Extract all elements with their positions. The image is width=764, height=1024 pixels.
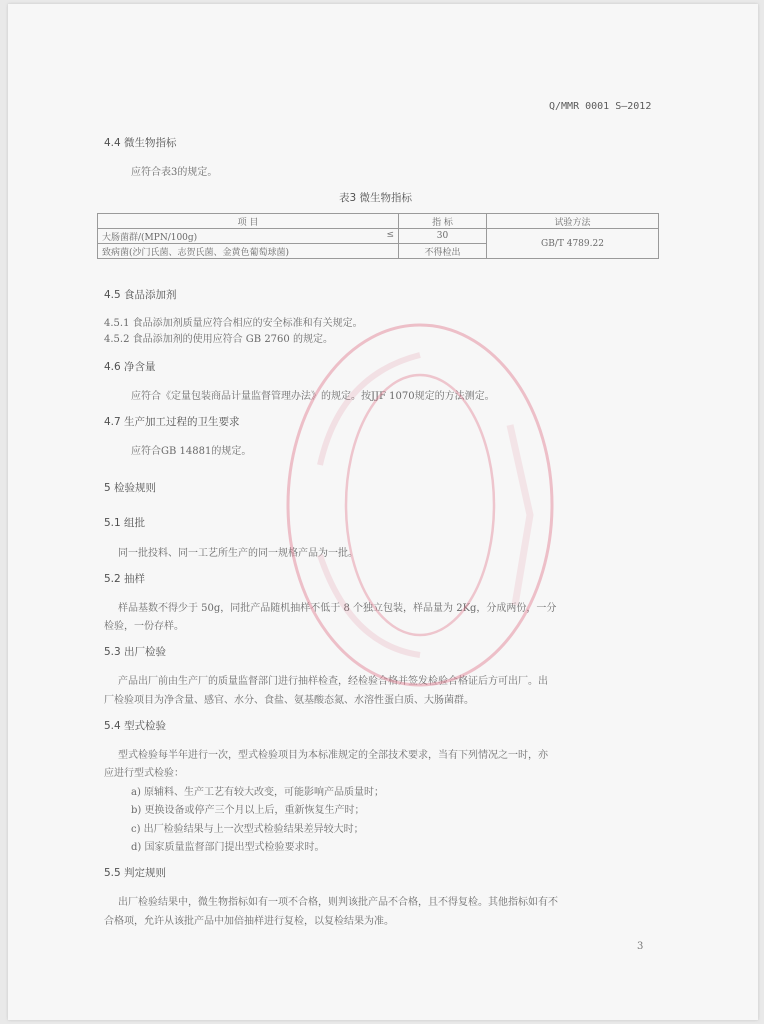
row1-value: 30 <box>399 229 487 244</box>
standard-code: Q/MMR 0001 S—2012 <box>549 101 652 112</box>
table3-caption: 表3 微生物指标 <box>339 192 413 204</box>
section-5-5-line1: 出厂检验结果中，微生物指标如有一项不合格，则判该批产品不合格，且不得复检。其他指标如有不 <box>118 897 558 908</box>
section-5-1-heading: 5.1 组批 <box>104 517 146 529</box>
section-5-heading: 5 检验规则 <box>104 482 157 494</box>
section-5-2-line2: 检验，一份存样。 <box>104 621 184 632</box>
row1-item-label: 大肠菌群/(MPN/100g) <box>102 232 198 243</box>
test-method: GB/T 4789.22 <box>487 229 659 259</box>
section-4-4-text: 应符合表3的规定。 <box>131 167 218 178</box>
section-4-7-heading: 4.7 生产加工过程的卫生要求 <box>104 416 240 428</box>
row2-item: 致病菌(沙门氏菌、志贺氏菌、金黄色葡萄球菌) <box>98 244 399 259</box>
section-5-4-line1: 型式检验每半年进行一次，型式检验项目为本标准规定的全部技术要求，当有下列情况之一时，亦 <box>118 750 548 761</box>
section-4-4-heading: 4.4 微生物指标 <box>104 137 177 149</box>
col-method-header: 试验方法 <box>487 214 659 229</box>
col-index-header: 指 标 <box>399 214 487 229</box>
section-5-3-line2: 厂检验项目为净含量、感官、水分、食盐、氨基酸态氮、水溶性蛋白质、大肠菌群。 <box>104 695 474 706</box>
list-item: b) 更换设备或停产三个月以上后，重新恢复生产时； <box>131 805 365 816</box>
list-item: c) 出厂检验结果与上一次型式检验结果差异较大时； <box>131 824 364 835</box>
section-4-5-1: 4.5.1 食品添加剂质量应符合相应的安全标准和有关规定。 <box>104 318 363 329</box>
col-item-header: 项 目 <box>98 214 399 229</box>
list-item: d) 国家质量监督部门提出型式检验要求时。 <box>131 842 325 853</box>
section-4-6-heading: 4.6 净含量 <box>104 361 156 373</box>
section-5-3-line1: 产品出厂前由生产厂的质量监督部门进行抽样检查，经检验合格并签发检验合格证后方可出厂。出 <box>118 676 548 687</box>
section-5-1-text: 同一批投料、同一工艺所生产的同一规格产品为一批。 <box>118 548 358 559</box>
section-4-7-text: 应符合GB 14881的规定。 <box>131 446 252 457</box>
page-number: 3 <box>637 941 644 952</box>
table-header-row <box>98 214 659 229</box>
row1-item <box>98 229 399 244</box>
section-5-4-line2: 应进行型式检验： <box>104 768 184 779</box>
section-4-5-2: 4.5.2 食品添加剂的使用应符合 GB 2760 的规定。 <box>104 334 333 345</box>
section-5-5-line2: 合格项，允许从该批产品中加倍抽样进行复检，以复检结果为准。 <box>104 916 394 927</box>
row1-symbol: ≤ <box>386 229 394 240</box>
section-5-5-heading: 5.5 判定规则 <box>104 867 167 879</box>
section-5-2-line1: 样品基数不得少于 50g，同批产品随机抽样不低于 8 个独立包装，样品量为 2Kg，分成两份，一分 <box>118 603 557 614</box>
section-5-3-heading: 5.3 出厂检验 <box>104 646 167 658</box>
section-4-6-text: 应符合《定量包装商品计量监督管理办法》的规定。按JJF 1070规定的方法测定。 <box>131 391 495 402</box>
section-5-2-heading: 5.2 抽样 <box>104 573 146 585</box>
section-5-4-heading: 5.4 型式检验 <box>104 720 167 732</box>
section-4-5-heading: 4.5 食品添加剂 <box>104 289 177 301</box>
list-item: a) 原辅料、生产工艺有较大改变，可能影响产品质量时； <box>131 787 385 798</box>
row2-value: 不得检出 <box>399 244 487 259</box>
table-row <box>98 229 659 244</box>
microbiology-table <box>97 213 659 259</box>
